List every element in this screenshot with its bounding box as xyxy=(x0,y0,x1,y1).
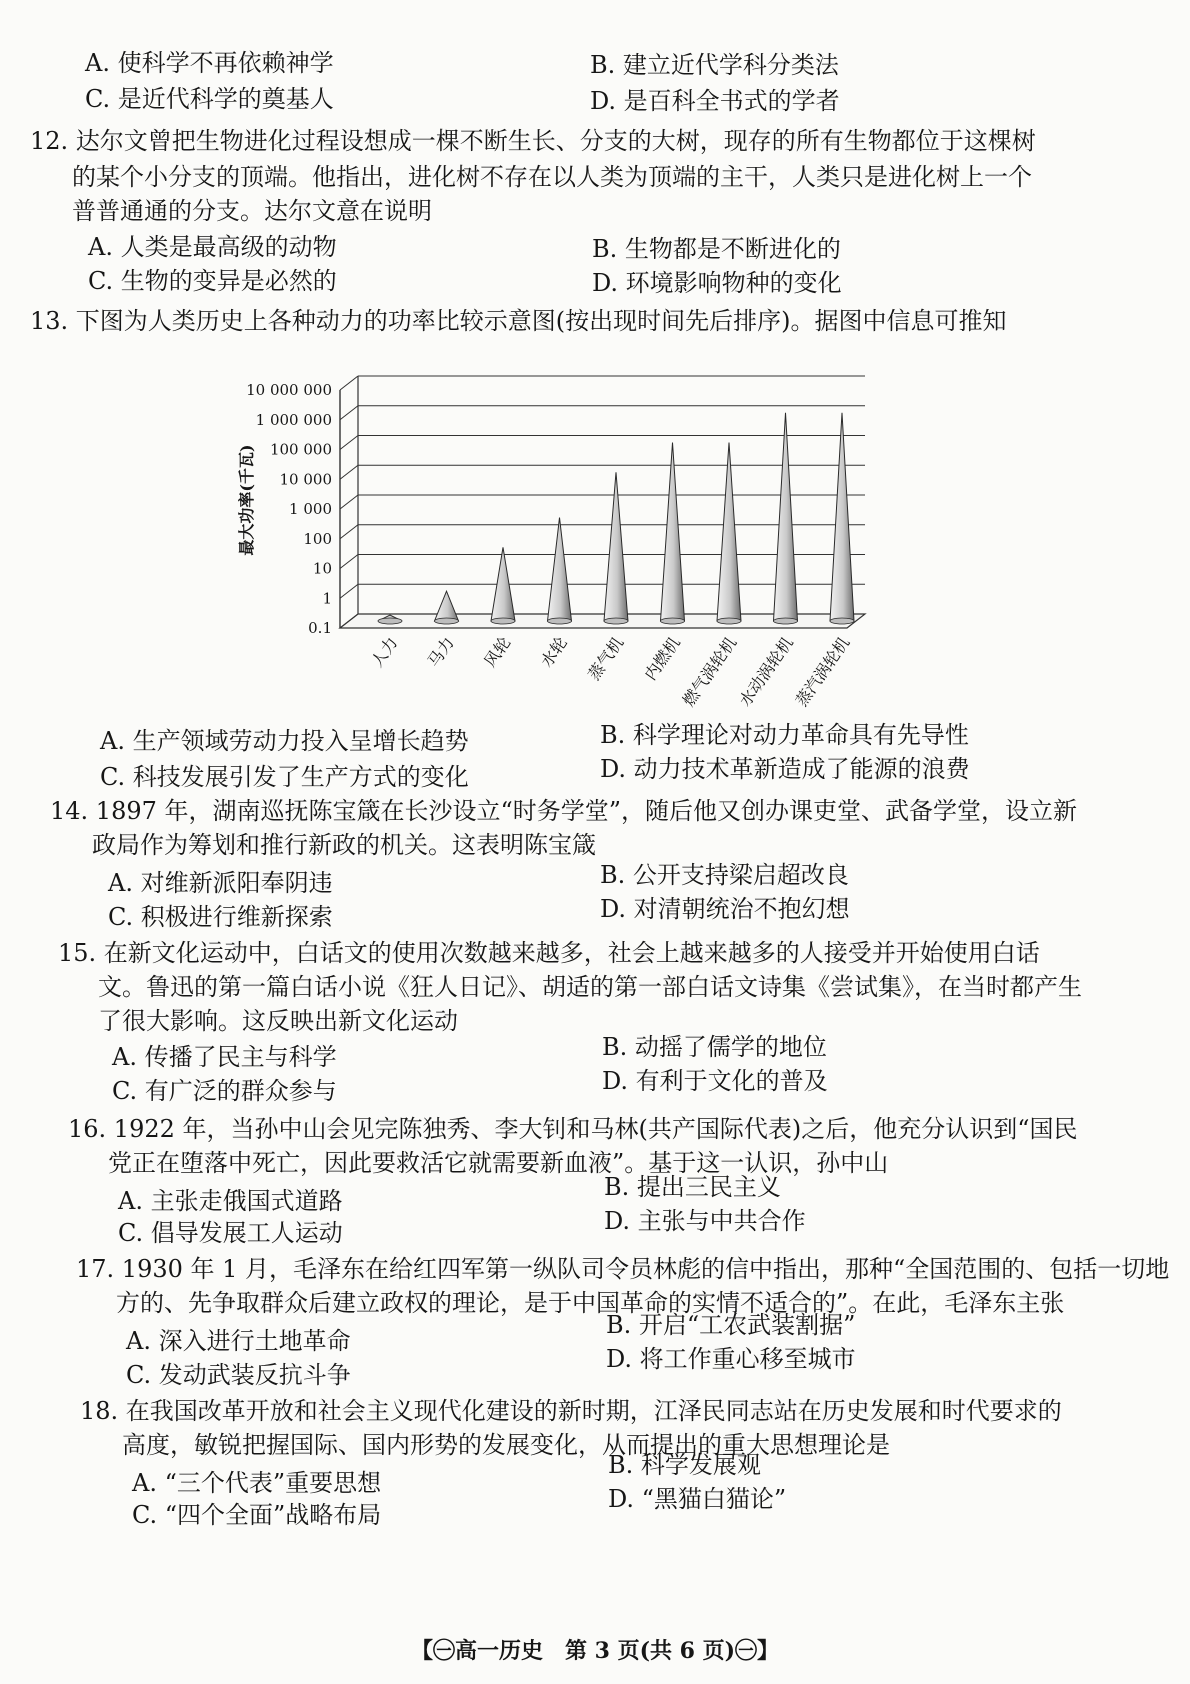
q15-stem-line-2: 文。鲁迅的第一篇白话小说《狂人日记》、胡适的第一部白话文诗集《尝试集》，在当时都产生 xyxy=(98,973,1082,1001)
y-tick-label: 10 000 000 xyxy=(246,381,332,399)
x-category-label: 蒸气机 xyxy=(584,633,628,684)
gridline-diagonal xyxy=(340,555,358,569)
q15-stem-line-3: 了很大影响。这反映出新文化运动 xyxy=(98,1007,458,1035)
q13-option-a: A. 生产领域劳动力投入呈增长趋势 xyxy=(100,727,469,755)
q16-option-b: B. 提出三民主义 xyxy=(604,1173,781,1201)
q12-stem-line-3: 普普通通的分支。达尔文意在说明 xyxy=(72,197,432,225)
y-axis-label: 最大功率(千瓦) xyxy=(237,444,256,556)
q13-option-d: D. 动力技术革新造成了能源的浪费 xyxy=(600,755,970,783)
y-tick-label: 10 000 xyxy=(279,470,332,489)
x-category-labels xyxy=(367,633,853,709)
q11-option-d: D. 是百科全书式的学者 xyxy=(590,87,840,115)
q14-option-d: D. 对清朝统治不抱幻想 xyxy=(600,895,850,923)
q17-option-d: D. 将工作重心移至城市 xyxy=(606,1345,856,1373)
q15-option-a: A. 传播了民主与科学 xyxy=(112,1043,337,1071)
y-tick-label: 1 xyxy=(322,589,332,608)
q12-stem-line-2: 的某个小分支的顶端。他指出，进化树不存在以人类为顶端的主干，人类只是进化树上一个 xyxy=(72,163,1032,191)
q18-option-c: C. “四个全面”战略布局 xyxy=(132,1501,382,1529)
bar-水动涡轮机 xyxy=(774,413,798,624)
q14-option-a: A. 对维新派阳奉阴违 xyxy=(108,869,333,897)
bar-燃气涡轮机 xyxy=(717,443,741,625)
gridline-diagonal xyxy=(340,436,358,450)
q16-stem-line-2: 党正在堕落中死亡，因此要救活它就需要新血液”。基于这一认识，孙中山 xyxy=(108,1149,889,1177)
page-footer: 【㊀高一历史 第 3 页(共 6 页)㊀】 xyxy=(410,1638,780,1664)
q17-stem-line-1: 17. 1930 年 1 月，毛泽东在给红四军第一纵队司令员林彪的信中指出，那种“全国范围的、包括一切地 xyxy=(76,1255,1170,1283)
q12-option-b: B. 生物都是不断进化的 xyxy=(592,235,841,263)
cone-base xyxy=(717,618,741,624)
y-tick-label: 1 000 000 xyxy=(255,410,332,429)
x-category-label: 风轮 xyxy=(480,633,515,671)
cone xyxy=(774,413,798,621)
cone-base xyxy=(830,618,854,624)
cone-base xyxy=(435,618,459,624)
x-category-label: 蒸汽涡轮机 xyxy=(791,633,854,710)
q13-option-b: B. 科学理论对动力革命具有先导性 xyxy=(600,721,969,749)
q14-option-c: C. 积极进行维新探索 xyxy=(108,903,333,931)
q12-option-a: A. 人类是最高级的动物 xyxy=(88,233,337,261)
q17-stem-line-2: 方的、先争取群众后建立政权的理论，是于中国革命的实情不适合的”。在此，毛泽东主张 xyxy=(116,1289,1065,1317)
cone-base xyxy=(604,618,628,624)
q15-option-b: B. 动摇了儒学的地位 xyxy=(602,1033,827,1061)
cone-base xyxy=(491,618,515,624)
cone xyxy=(435,591,459,621)
q18-option-d: D. “黑猫白猫论” xyxy=(608,1485,787,1513)
q18-option-b: B. 科学发展观 xyxy=(608,1451,761,1479)
bar-水轮 xyxy=(548,518,572,624)
x-category-label: 水轮 xyxy=(536,633,571,671)
y-tick-label: 10 xyxy=(312,559,332,578)
bar-马力 xyxy=(435,591,459,624)
gridline-diagonal xyxy=(340,376,358,390)
y-tick-labels xyxy=(246,381,332,637)
cone xyxy=(830,413,854,621)
y-tick-label: 0.1 xyxy=(308,619,332,637)
q18-stem-line-2: 高度，敏锐把握国际、国内形势的发展变化，从而提出的重大思想理论是 xyxy=(122,1431,890,1459)
x-category-label: 水动涡轮机 xyxy=(735,633,797,710)
cone-base xyxy=(774,618,798,624)
q17-option-b: B. 开启“工农武装割据” xyxy=(606,1311,856,1339)
x-category-label: 内燃机 xyxy=(640,633,684,684)
y-tick-label: 100 000 xyxy=(269,440,332,459)
q17-option-a: A. 深入进行土地革命 xyxy=(126,1327,351,1355)
cone-base xyxy=(548,618,572,624)
q16-option-c: C. 倡导发展工人运动 xyxy=(118,1219,343,1247)
bar-内燃机 xyxy=(661,443,685,625)
power-comparison-chart xyxy=(237,380,880,710)
gridline-diagonal xyxy=(340,406,358,420)
cone xyxy=(717,443,741,622)
q11-option-c: C. 是近代科学的奠基人 xyxy=(85,85,334,113)
bar-风轮 xyxy=(491,547,515,624)
q11-option-b: B. 建立近代学科分类法 xyxy=(590,51,839,79)
cone xyxy=(661,443,685,622)
gridline-diagonal xyxy=(340,525,358,539)
q14-option-b: B. 公开支持梁启超改良 xyxy=(600,861,849,889)
q15-option-c: C. 有广泛的群众参与 xyxy=(112,1077,337,1105)
q15-stem-line-1: 15. 在新文化运动中，白话文的使用次数越来越多，社会上越来越多的人接受并开始使用白话 xyxy=(58,939,1040,967)
q16-stem-line-1: 16. 1922 年，当孙中山会见完陈独秀、李大钊和马林(共产国际代表)之后，他充分认识到“国民 xyxy=(68,1115,1078,1143)
q16-option-d: D. 主张与中共合作 xyxy=(604,1207,806,1235)
q17-option-c: C. 发动武装反抗斗争 xyxy=(126,1361,351,1389)
x-category-label: 燃气涡轮机 xyxy=(678,633,741,710)
bar-蒸汽涡轮机 xyxy=(830,413,854,624)
q14-stem-line-2: 政局作为筹划和推行新政的机关。这表明陈宝箴 xyxy=(92,831,596,859)
q16-option-a: A. 主张走俄国式道路 xyxy=(118,1187,343,1215)
q13-option-c: C. 科技发展引发了生产方式的变化 xyxy=(100,763,469,791)
q15-option-d: D. 有利于文化的普及 xyxy=(602,1067,828,1095)
q13-stem-line-1: 13. 下图为人类历史上各种动力的功率比较示意图(按出现时间先后排序)。据图中信息可推知 xyxy=(30,307,1007,335)
y-tick-label: 1 000 xyxy=(289,500,332,518)
gridline-diagonal xyxy=(340,584,358,598)
chart-bars xyxy=(378,413,854,624)
q12-stem-line-1: 12. 达尔文曾把生物进化过程设想成一棵不断生长、分支的大树，现存的所有生物都位于这棵树 xyxy=(30,127,1036,155)
cone-base xyxy=(378,618,402,624)
gridline-diagonal xyxy=(340,495,358,509)
q18-stem-line-1: 18. 在我国改革开放和社会主义现代化建设的新时期，江泽民同志站在历史发展和时代要求的 xyxy=(80,1397,1062,1425)
gridline-diagonal xyxy=(340,465,358,479)
q14-stem-line-1: 14. 1897 年，湖南巡抚陈宝箴在长沙设立“时务学堂”，随后他又创办课吏堂、武备学堂，设立新 xyxy=(50,797,1078,825)
y-tick-label: 100 xyxy=(303,529,332,548)
x-category-label: 马力 xyxy=(423,633,458,671)
cone-base xyxy=(661,618,685,624)
q12-option-d: D. 环境影响物种的变化 xyxy=(592,269,842,297)
q18-option-a: A. “三个代表”重要思想 xyxy=(132,1469,382,1497)
cone xyxy=(548,518,572,621)
x-category-label: 人力 xyxy=(367,633,402,671)
q12-option-c: C. 生物的变异是必然的 xyxy=(88,267,337,295)
q11-option-a: A. 使科学不再依赖神学 xyxy=(85,49,334,77)
